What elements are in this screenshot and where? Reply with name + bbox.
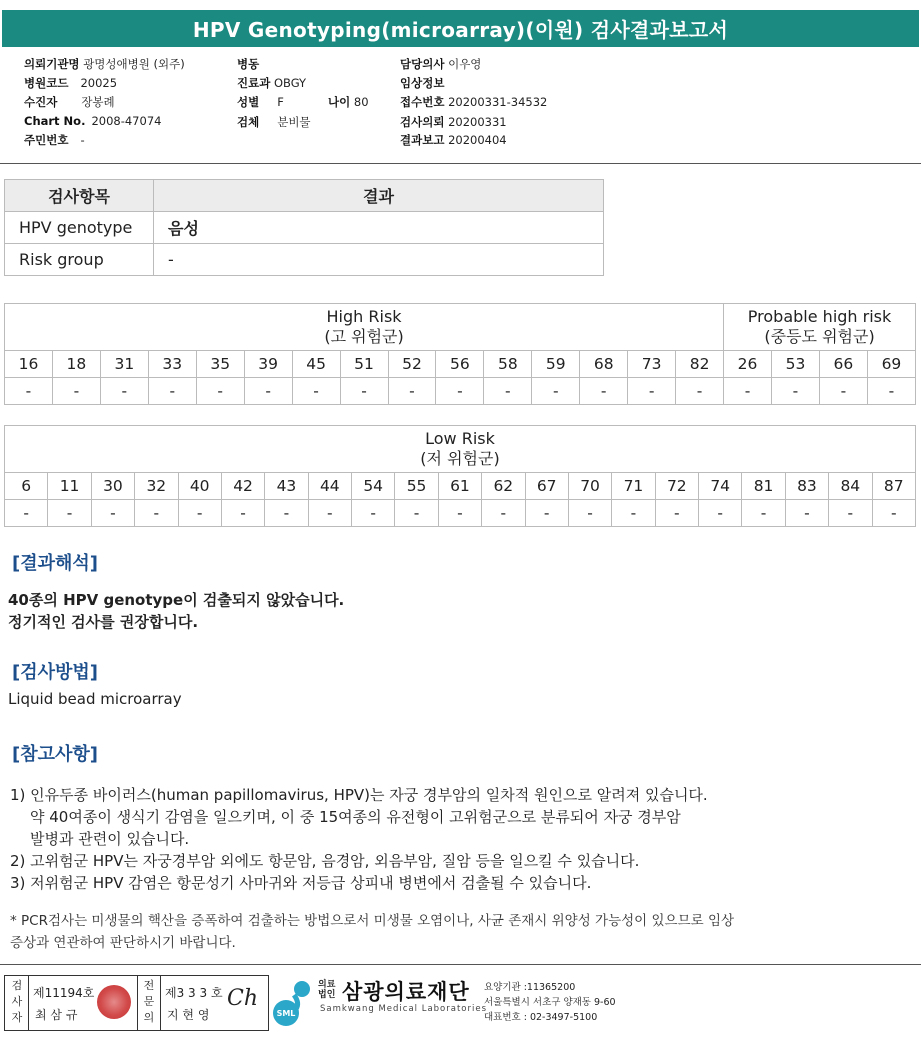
genotype-row xyxy=(5,473,916,500)
genotype-cell: 66 xyxy=(819,351,867,378)
footer-divider xyxy=(0,964,921,965)
info-field: 접수번호 20200331-34532 xyxy=(400,95,548,109)
genotype-cell: 82 xyxy=(676,351,724,378)
specialist-name: 지 현 영 xyxy=(167,1008,210,1022)
genotype-cell: 52 xyxy=(388,351,436,378)
genotype-result-cell: - xyxy=(785,500,828,527)
probable-high-risk-header: Probable high risk (중등도 위험군) xyxy=(724,304,916,351)
genotype-result-cell: - xyxy=(676,378,724,405)
genotype-cell: 30 xyxy=(91,473,134,500)
row-result: 음성 xyxy=(154,212,604,244)
specialist-label: 전문의 xyxy=(143,979,155,1024)
genotype-result-cell: - xyxy=(867,378,915,405)
info-field: 수진자 장봉례 xyxy=(24,95,115,109)
genotype-result-cell: - xyxy=(724,378,772,405)
genotype-cell: 18 xyxy=(52,351,100,378)
tester-name: 최 삼 규 xyxy=(35,1008,78,1022)
info-field: 담당의사 이우영 xyxy=(400,57,482,71)
genotype-cell: 53 xyxy=(772,351,820,378)
genotype-cell: 73 xyxy=(628,351,676,378)
genotype-result-cell: - xyxy=(5,500,48,527)
genotype-result-cell: - xyxy=(525,500,568,527)
seal-icon xyxy=(97,985,131,1019)
info-field: 병동 xyxy=(237,57,260,71)
info-field: 검체 분비물 xyxy=(237,115,311,129)
table-row xyxy=(5,212,604,244)
genotype-cell: 32 xyxy=(135,473,178,500)
info-field: Chart No. 2008-47074 xyxy=(24,114,162,128)
genotype-cell: 84 xyxy=(829,473,872,500)
high-risk-table xyxy=(4,303,916,405)
genotype-result-cell: - xyxy=(829,500,872,527)
low-risk-table xyxy=(4,425,916,527)
references-heading: [참고사항] xyxy=(12,744,99,765)
org-name: 삼광의료재단 xyxy=(342,980,470,1004)
genotype-result-cell: - xyxy=(484,378,532,405)
genotype-result-cell: - xyxy=(178,500,221,527)
info-field-age: 나이 80 xyxy=(328,95,369,109)
genotype-cell: 6 xyxy=(5,473,48,500)
org-type: 의료법인 xyxy=(318,980,336,1000)
genotype-cell: 55 xyxy=(395,473,438,500)
references-list xyxy=(10,784,708,894)
risk-group-row xyxy=(5,426,916,473)
genotype-cell: 16 xyxy=(5,351,53,378)
org-english-name: Samkwang Medical Laboratories xyxy=(320,1004,488,1014)
result-table xyxy=(4,179,604,276)
genotype-result-cell: - xyxy=(628,378,676,405)
genotype-result-cell: - xyxy=(819,378,867,405)
high-risk-header: High Risk (고 위험군) xyxy=(5,304,724,351)
genotype-cell: 51 xyxy=(340,351,388,378)
genotype-result-cell: - xyxy=(388,378,436,405)
org-contact: 요양기관 :11365200 서울특별시 서초구 양재동 9-60 대표번호 : 02-3497-5100 xyxy=(484,982,616,1023)
genotype-cell: 70 xyxy=(568,473,611,500)
specialist-license: 제3 3 3 호 xyxy=(165,986,223,1000)
genotype-result-cell: - xyxy=(438,500,481,527)
row-item: HPV genotype xyxy=(5,212,154,244)
reference-item: 2) 고위험군 HPV는 자궁경부암 외에도 항문암, 음경암, 외음부암, 질암 등을 일으킬 수 있습니다. xyxy=(10,852,640,870)
tester-license: 제11194호 xyxy=(33,986,95,1000)
method-text: Liquid bead microarray xyxy=(8,690,182,708)
genotype-result-cell: - xyxy=(221,500,264,527)
genotype-result-cell: - xyxy=(436,378,484,405)
genotype-cell: 31 xyxy=(100,351,148,378)
info-field: 의뢰기관명 광명성애병원 (외주) xyxy=(24,57,185,71)
reference-item: 발병과 관련이 있습니다. xyxy=(30,830,190,848)
table-row xyxy=(5,244,604,276)
genotype-cell: 67 xyxy=(525,473,568,500)
genotype-cell: 44 xyxy=(308,473,351,500)
interpretation-text: 40종의 HPV genotype이 검출되지 않았습니다. 정기적인 검사를 권장합니다. xyxy=(8,591,345,631)
patient-info xyxy=(0,50,921,162)
sml-logo-icon xyxy=(272,977,316,1027)
divider xyxy=(0,163,921,164)
genotype-cell: 59 xyxy=(532,351,580,378)
genotype-cell: 68 xyxy=(580,351,628,378)
info-field: 진료과 OBGY xyxy=(237,76,307,90)
genotype-cell: 71 xyxy=(612,473,655,500)
genotype-result-cell: - xyxy=(699,500,742,527)
report-title: HPV Genotyping(microarray)(이원) 검사결과보고서 xyxy=(2,10,919,47)
svg-text:SML: SML xyxy=(276,1009,296,1018)
genotype-result-row xyxy=(5,500,916,527)
genotype-result-cell: - xyxy=(100,378,148,405)
genotype-cell: 74 xyxy=(699,473,742,500)
info-field: 주민번호 - xyxy=(24,133,85,147)
low-risk-header: Low Risk (저 위험군) xyxy=(5,426,916,473)
genotype-result-cell: - xyxy=(48,500,91,527)
interpretation-heading: [결과해석] xyxy=(12,553,99,574)
genotype-cell: 26 xyxy=(724,351,772,378)
genotype-cell: 61 xyxy=(438,473,481,500)
genotype-result-cell: - xyxy=(655,500,698,527)
genotype-result-cell: - xyxy=(532,378,580,405)
genotype-cell: 69 xyxy=(867,351,915,378)
genotype-result-cell: - xyxy=(196,378,244,405)
tester-label: 검사자 xyxy=(11,979,23,1024)
reference-item: 약 40여종이 생식기 감염을 일으키며, 이 중 15여종의 유전형이 고위험군으로 분류되어 자궁 경부암 xyxy=(30,808,681,826)
reference-item: 1) 인유두종 바이러스(human papillomavirus, HPV)는 자궁 경부암의 일차적 원인으로 알려져 있습니다. xyxy=(10,786,708,804)
header-item: 검사항목 xyxy=(5,180,154,212)
genotype-cell: 83 xyxy=(785,473,828,500)
signature-box xyxy=(4,975,269,1031)
genotype-result-cell: - xyxy=(568,500,611,527)
info-field: 병원코드 20025 xyxy=(24,76,118,90)
footnote: * PCR검사는 미생물의 핵산을 증폭하여 검출하는 방법으로서 미생물 오염이나, 사균 존재시 위양성 가능성이 있으므로 임상 증상과 연관하여 판단하시기 바랍니다. xyxy=(10,913,735,951)
row-item: Risk group xyxy=(5,244,154,276)
genotype-cell: 81 xyxy=(742,473,785,500)
genotype-result-cell: - xyxy=(91,500,134,527)
genotype-cell: 45 xyxy=(292,351,340,378)
genotype-result-cell: - xyxy=(135,500,178,527)
genotype-cell: 87 xyxy=(872,473,916,500)
row-result: - xyxy=(154,244,604,276)
genotype-cell: 11 xyxy=(48,473,91,500)
genotype-result-cell: - xyxy=(482,500,525,527)
genotype-result-cell: - xyxy=(52,378,100,405)
signature-icon: Ch xyxy=(227,986,259,1011)
genotype-result-cell: - xyxy=(148,378,196,405)
genotype-cell: 39 xyxy=(244,351,292,378)
info-field: 검사의뢰 20200331 xyxy=(400,115,507,129)
genotype-result-cell: - xyxy=(872,500,916,527)
reference-item: 3) 저위험군 HPV 감염은 항문성기 사마귀와 저등급 상피내 병변에서 검출될 수 있습니다. xyxy=(10,874,592,892)
info-field: 임상정보 xyxy=(400,76,445,90)
genotype-result-cell: - xyxy=(292,378,340,405)
genotype-result-row xyxy=(5,378,916,405)
method-heading: [검사방법] xyxy=(12,662,99,683)
genotype-result-cell: - xyxy=(772,378,820,405)
info-field: 성별 F xyxy=(237,95,284,109)
header-result: 결과 xyxy=(154,180,604,212)
genotype-result-cell: - xyxy=(244,378,292,405)
genotype-row xyxy=(5,351,916,378)
genotype-result-cell: - xyxy=(340,378,388,405)
risk-group-row xyxy=(5,304,916,351)
genotype-cell: 40 xyxy=(178,473,221,500)
genotype-cell: 62 xyxy=(482,473,525,500)
genotype-result-cell: - xyxy=(5,378,53,405)
genotype-result-cell: - xyxy=(352,500,395,527)
genotype-cell: 42 xyxy=(221,473,264,500)
genotype-result-cell: - xyxy=(612,500,655,527)
genotype-result-cell: - xyxy=(395,500,438,527)
genotype-result-cell: - xyxy=(580,378,628,405)
genotype-cell: 72 xyxy=(655,473,698,500)
genotype-cell: 35 xyxy=(196,351,244,378)
genotype-result-cell: - xyxy=(742,500,785,527)
genotype-result-cell: - xyxy=(265,500,308,527)
genotype-cell: 56 xyxy=(436,351,484,378)
table-header-row xyxy=(5,180,604,212)
genotype-result-cell: - xyxy=(308,500,351,527)
info-field: 결과보고 20200404 xyxy=(400,133,507,147)
genotype-cell: 58 xyxy=(484,351,532,378)
genotype-cell: 54 xyxy=(352,473,395,500)
genotype-cell: 33 xyxy=(148,351,196,378)
genotype-cell: 43 xyxy=(265,473,308,500)
